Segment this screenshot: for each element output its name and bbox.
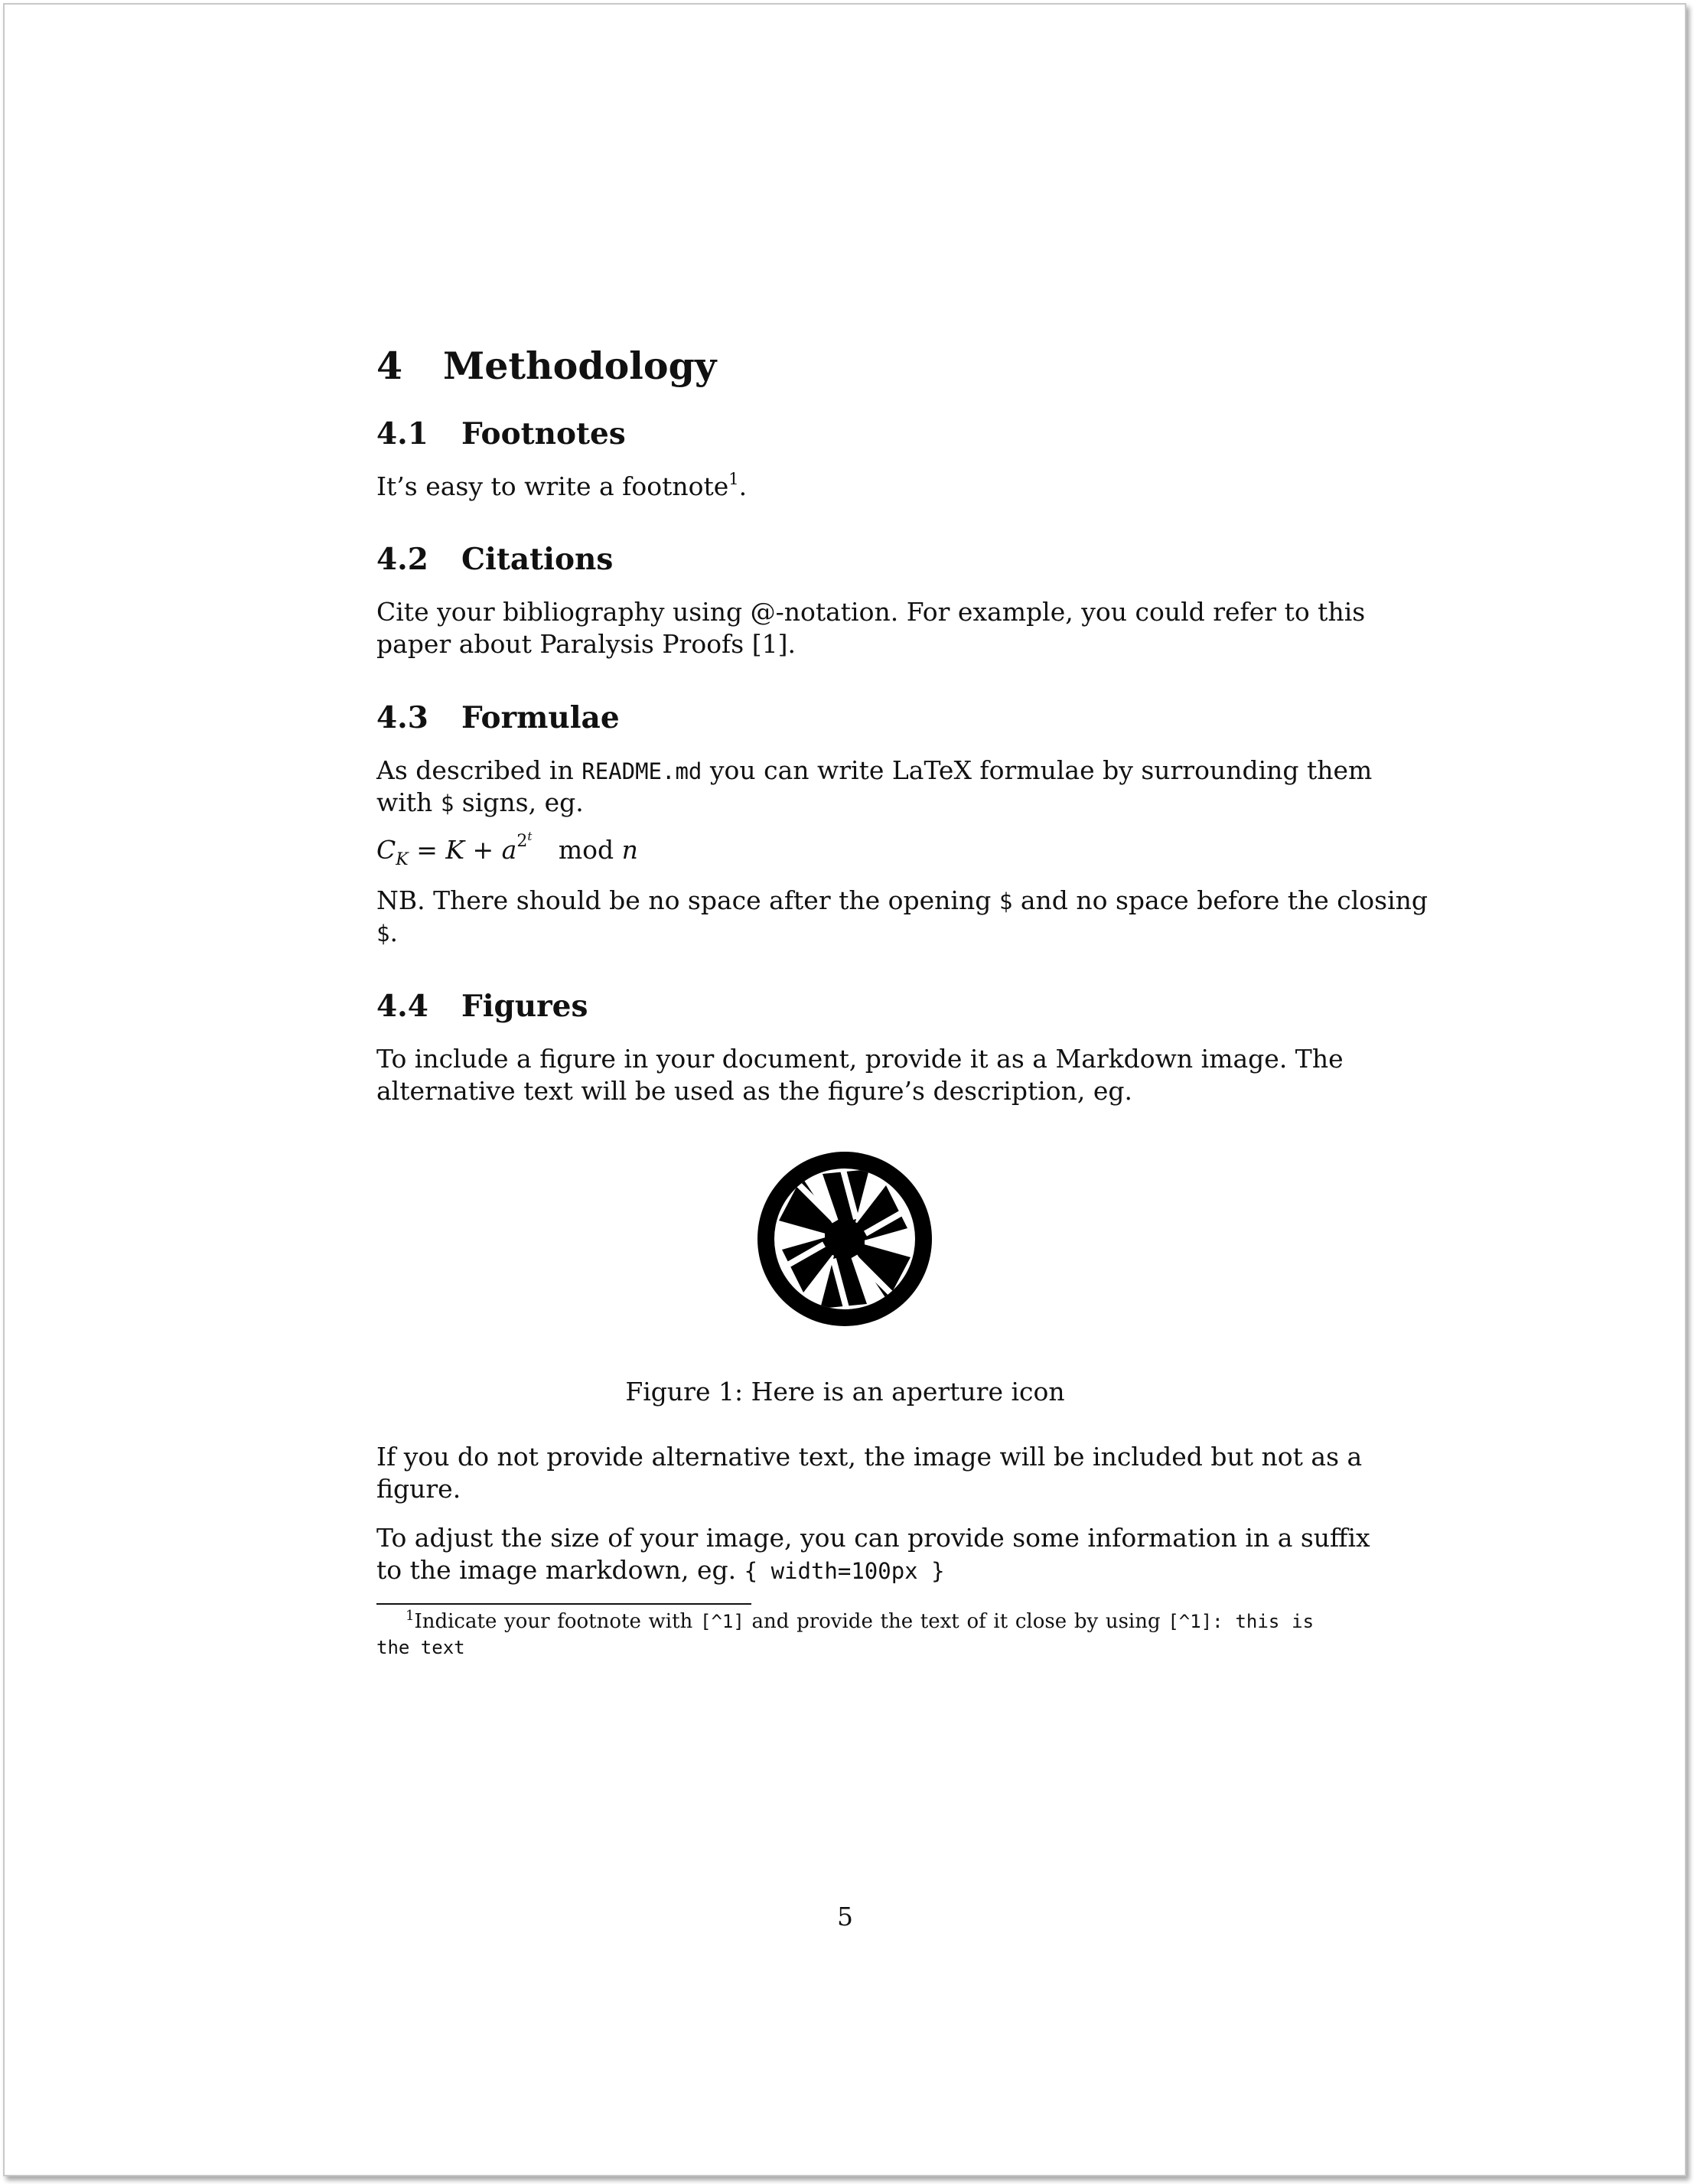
subsection-number: 4.3 (376, 700, 428, 735)
text-span: to the image markdown, eg. (376, 1555, 737, 1585)
formula-exponent: 2 (516, 832, 528, 851)
formula-symbol: n (621, 835, 638, 865)
paragraph-line (376, 471, 1314, 503)
subsection-title: Citations (461, 542, 614, 577)
text-span: and no space before the closing (1020, 885, 1428, 915)
paragraph-line (376, 917, 1314, 949)
text-span: As described in (376, 755, 574, 785)
paragraph-line (376, 755, 1373, 787)
paragraph-line: If you do not provide alternative text, the image will be included but not as a (376, 1442, 1363, 1472)
formula-symbol: C (376, 835, 396, 865)
formula-subscript: K (396, 850, 409, 869)
formula-exponent: t (527, 830, 533, 843)
subsection-title: Formulae (461, 700, 620, 735)
figures-paragraph (376, 1043, 1344, 1107)
section-heading (376, 343, 716, 389)
text-span: signs, eg. (461, 787, 584, 817)
paragraph-line: alternative text will be used as the figure’s description, eg. (376, 1076, 1133, 1106)
formulae-paragraph (376, 755, 1373, 819)
formulae-nb-paragraph (376, 885, 1428, 949)
inline-code: $ (440, 790, 454, 817)
inline-code: $ (998, 888, 1013, 914)
inline-code: [^1] (700, 1611, 744, 1632)
formula-operator: + (472, 835, 494, 865)
text-span: NB. There should be no space after the opening (376, 885, 992, 915)
text-span: with (376, 787, 433, 817)
subsection-number: 4.1 (376, 416, 428, 451)
subsection-number: 4.2 (376, 542, 428, 577)
inline-code: { width=100px } (744, 1558, 945, 1584)
aperture-icon (757, 1152, 932, 1326)
section-number: 4 (376, 344, 403, 388)
footnote-line (376, 1635, 1314, 1661)
paragraph-line (376, 885, 1428, 917)
figures-size-paragraph (376, 1522, 1370, 1586)
text-span: It’s easy to write a footnote (376, 471, 729, 501)
formula-symbol: a (501, 835, 517, 865)
inline-code: $ (376, 921, 390, 947)
figures-alt-paragraph (376, 1441, 1363, 1505)
text-span: . (389, 918, 398, 947)
paragraph-line (376, 1554, 1314, 1586)
subsection-heading-footnotes (376, 415, 626, 453)
inline-code: README.md (581, 758, 702, 784)
paragraph-line: paper about Paralysis Proofs [1]. (376, 629, 796, 659)
inline-code: [^1]: this is (1168, 1611, 1314, 1632)
page-number: 5 (837, 1902, 853, 1931)
paragraph-line: figure. (376, 1474, 461, 1504)
figure-caption: Figure 1: Here is an aperture icon (625, 1377, 1065, 1407)
formula-operator: mod (558, 835, 614, 865)
text-span: Indicate your footnote with (414, 1610, 693, 1633)
formula (376, 830, 638, 869)
subsection-title: Footnotes (461, 416, 626, 451)
section-title: Methodology (443, 344, 717, 388)
paragraph-line: Cite your bibliography using @-notation. For example, you could refer to this (376, 597, 1366, 627)
subsection-heading-citations (376, 540, 613, 579)
citations-paragraph (376, 596, 1366, 660)
text-span: . (738, 471, 748, 501)
footnote-line (376, 1609, 1314, 1635)
subsection-heading-figures (376, 987, 588, 1025)
text-span: and provide the text of it close by using (751, 1610, 1161, 1633)
paragraph-line (376, 787, 1314, 819)
footnotes-paragraph (376, 471, 1314, 503)
inline-code: the text (376, 1637, 465, 1658)
footnote-marker[interactable]: 1 (728, 470, 739, 488)
paragraph-line: To adjust the size of your image, you can provide some information in a suffix (376, 1523, 1370, 1553)
subsection-title: Figures (461, 989, 588, 1024)
paragraph-line: To include a figure in your document, provide it as a Markdown image. The (376, 1044, 1344, 1074)
footnote (376, 1609, 1314, 1661)
subsection-heading-formulae (376, 699, 620, 737)
formula-symbol: K (445, 835, 464, 865)
subsection-number: 4.4 (376, 989, 428, 1024)
footnote-rule (376, 1603, 751, 1605)
formula-operator: = (416, 835, 438, 865)
text-span: you can write LaTeX formulae by surrounding them (709, 755, 1373, 785)
footnote-number: 1 (406, 1608, 415, 1624)
